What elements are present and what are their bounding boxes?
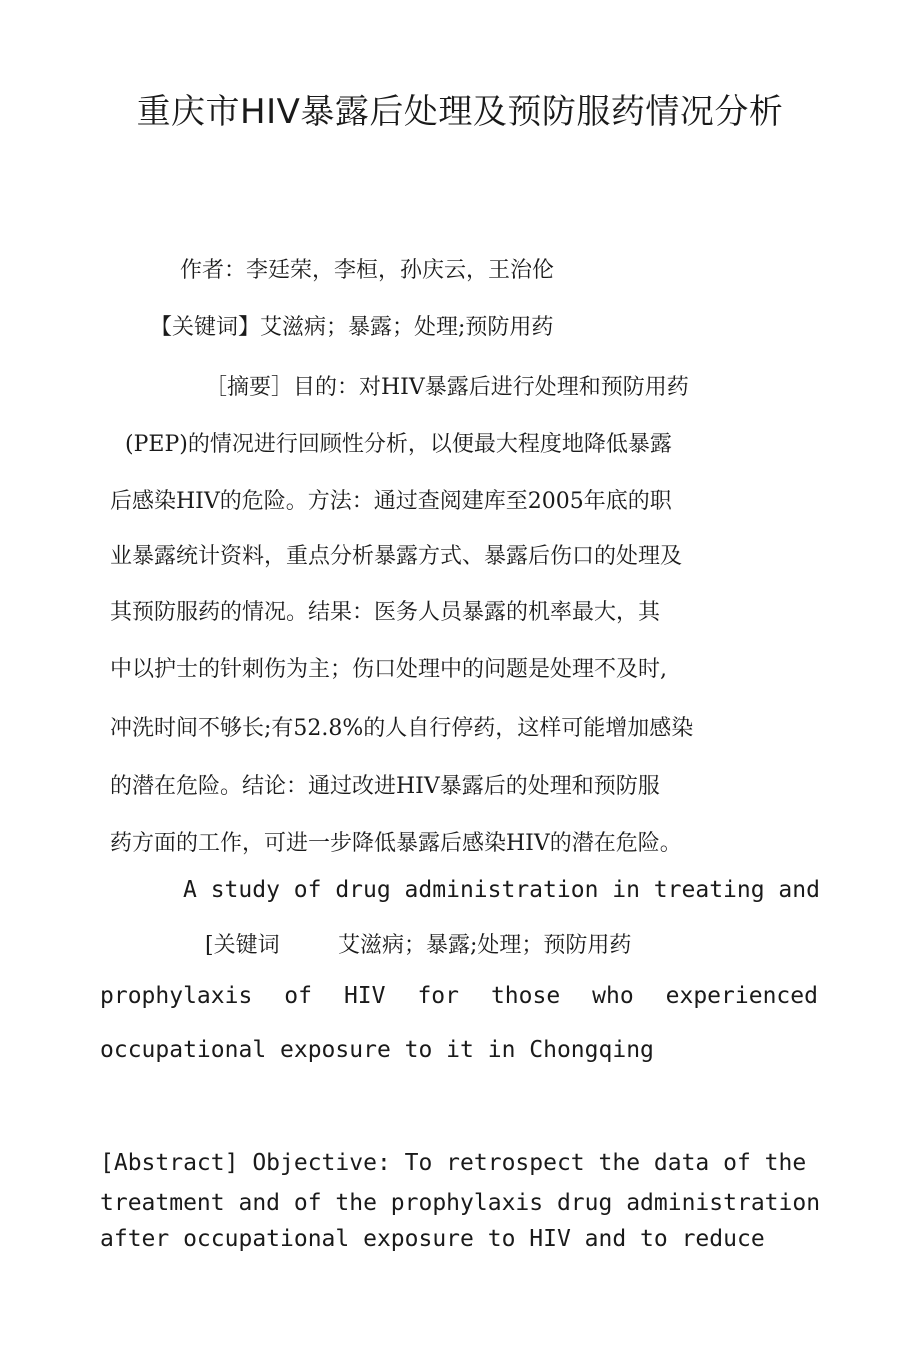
abstract-cn-line: 中以护士的针刺伤为主；伤口处理中的问题是处理不及时, [110, 657, 667, 682]
english-title-word: those [490, 983, 561, 1009]
english-title-word: experienced [665, 983, 818, 1009]
abstract-cn-line: ［摘要］目的：对HIV暴露后进行处理和预防用药 [205, 375, 689, 400]
english-title-word: prophylaxis [100, 983, 253, 1009]
abstract-cn-line: 业暴露统计资料，重点分析暴露方式、暴露后伤口的处理及 [110, 544, 683, 569]
abstract-en-line: treatment and of the prophylaxis drug administration [100, 1190, 821, 1216]
english-title-word: HIV [343, 983, 386, 1009]
abstract-cn-line: 其预防服药的情况。结果：医务人员暴露的机率最大，其 [110, 600, 661, 625]
abstract-cn-line: 的潜在危险。结论：通过改进HIV暴露后的处理和预防服 [110, 774, 660, 799]
abstract-en-line: [Abstract] Objective: To retrospect the data of the [100, 1150, 807, 1176]
authors-line: 作者：李廷荣，李桓，孙庆云，王治伦 [180, 258, 555, 283]
abstract-cn-line: 冲洗时间不够长;有52.8%的人自行停药，这样可能增加感染 [110, 716, 694, 741]
keywords-secondary-label: [关键词 [205, 933, 280, 958]
keywords-line: 【关键词】艾滋病；暴露；处理;预防用药 [150, 315, 554, 340]
abstract-cn-line: (PEP)的情况进行回顾性分析，以便最大程度地降低暴露 [125, 432, 672, 457]
abstract-cn-line: 药方面的工作，可进一步降低暴露后感染HIV的潜在危险。 [110, 831, 682, 856]
document-title: 重庆市HIV暴露后处理及预防服药情况分析 [136, 92, 784, 132]
english-title-word: who [592, 983, 634, 1009]
english-title-line: A study of drug administration in treating and [183, 877, 820, 903]
keywords-secondary-text: 艾滋病；暴露;处理；预防用药 [338, 933, 632, 958]
abstract-en-line: after occupational exposure to HIV and to reduce [100, 1226, 765, 1252]
english-title-word: of [284, 983, 312, 1009]
abstract-cn-line: 后感染HIV的危险。方法：通过查阅建库至2005年底的职 [110, 489, 672, 514]
english-title-line [100, 985, 818, 1008]
english-title-line: occupational exposure to it in Chongqing [100, 1037, 654, 1063]
english-title-word: for [417, 983, 459, 1009]
